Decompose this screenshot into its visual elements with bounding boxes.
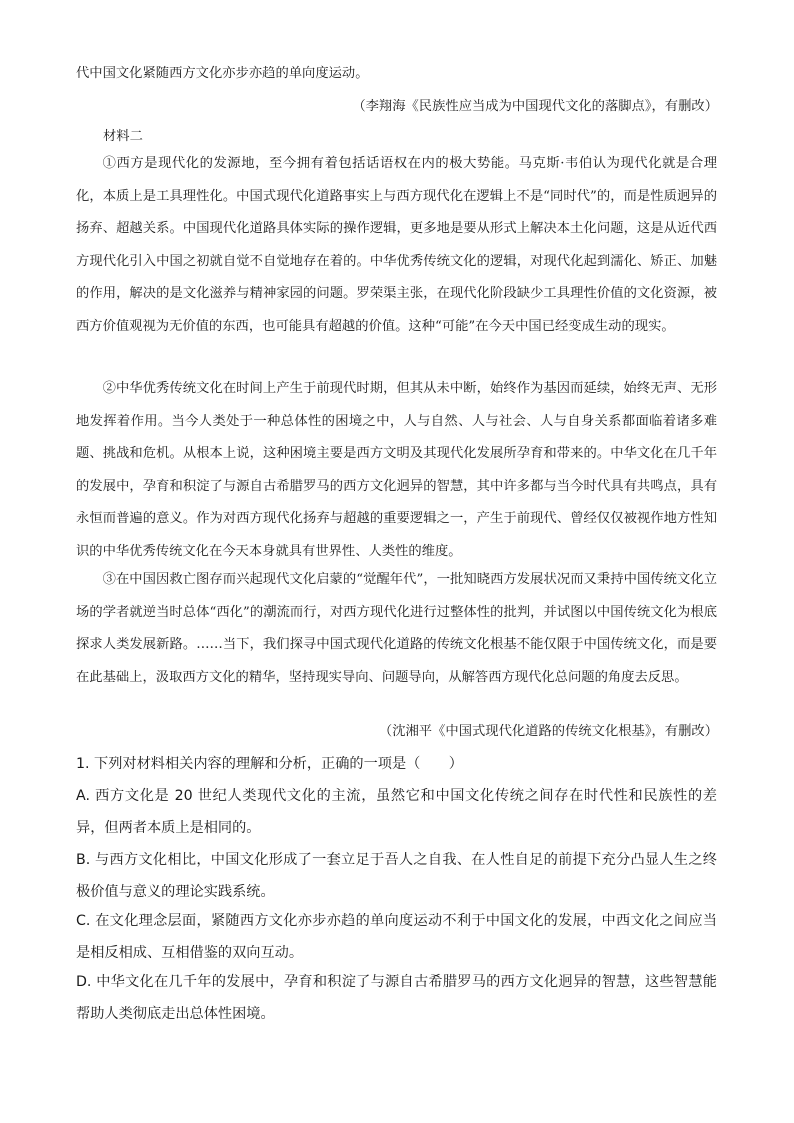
paragraph-1: ①西方是现代化的发源地，至今拥有着包括话语权在内的极大势能。马克斯·韦伯认为现代化就是合理化，本质上是工具理性化。中国式现代化道路事实上与西方现代化在逻辑上不是“同时代”的，而是性质迥异的扬弃、超越关系。中国现代化道路具体实际的操作逻辑，更多地是要从形式上解决本土化问题，这是从近代西方现代化引入中国之初就自觉不自觉地存在着的。中华优秀传统文化的逻辑，对现代化起到濡化、矫正、加魅的作用，解决的是文化滋养与精神家园的问题。罗荣渠主张，在现代化阶段缺少工具理性价值的文化资源，被西方价值观视为无价值的东西，也可能具有超越的价值。这种“可能”在今天中国已经变成生动的现实。 [76,156,717,334]
option-c[interactable]: C. 在文化理念层面，紧随西方文化亦步亦趋的单向度运动不利于中国文化的发展，中西文化之间应当是相反相成、互相借鉴的双向互动。 [76,913,717,961]
source-citation-1: （李翔海《民族性应当成为中国现代文化的落脚点》，有删改） [352,99,718,114]
question-stem: 1. 下列对材料相关内容的理解和分析，正确的一项是（ ） [76,756,463,772]
option-d[interactable]: D. 中华文化在几千年的发展中，孕育和积淀了与源自古希腊罗马的西方文化迥异的智慧，这些智慧能帮助人类彻底走出总体性困境。 [76,974,717,1022]
paragraph-3: ③在中国因救亡图存而兴起现代文化启蒙的“觉醒年代”，一批知晓西方发展状况而又秉持中国传统文化立场的学者就逆当时总体“西化”的潮流而行，对西方现代化进行过整体性的批判，并试图以中国传统文化为根底探求人类发展新路。……当下，我们探寻中国式现代化道路的传统文化根基不能仅限于中国传统文化，而是要在此基础上，汲取西方文化的精华，坚持现实导向、问题导向，从解答西方现代化总问题的角度去反思。 [76,572,717,685]
intro-tail-text: 代中国文化紧随西方文化亦步亦趋的单向度运动。 [76,66,369,81]
paragraph-2: ②中华优秀传统文化在时间上产生于前现代时期，但其从未中断，始终作为基因而延续，始终无声、无形地发挥着作用。当今人类处于一种总体性的困境之中，人与自然、人与社会、人与自身关系都面临着诸多难题、挑战和危机。从根本上说，这种困境主要是西方文明及其现代化发展所孕育和带来的。中华文化在几千年的发展中，孕育和积淀了与源自古希腊罗马的西方文化迥异的智慧，其中许多都与当今时代具有共鸣点，具有永恒而普遍的意义。作为对西方现代化扬弃与超越的重要逻辑之一，产生于前现代、曾经仅仅被视作地方性知识的中华优秀传统文化在今天本身就具有世界性、人类性的维度。 [76,381,717,559]
option-a[interactable]: A. 西方文化是 20 世纪人类现代文化的主流，虽然它和中国文化传统之间存在时代性和民族性的差异，但两者本质上是相同的。 [76,788,717,836]
material-2-heading: 材料二 [103,129,143,144]
source-citation-2: （沈湘平《中国式现代化道路的传统文化根基》，有删改） [378,724,718,739]
option-b[interactable]: B. 与西方文化相比，中国文化形成了一套立足于吾人之自我、在人性自足的前提下充分凸显人生之终极价值与意义的理论实践系统。 [76,852,717,900]
